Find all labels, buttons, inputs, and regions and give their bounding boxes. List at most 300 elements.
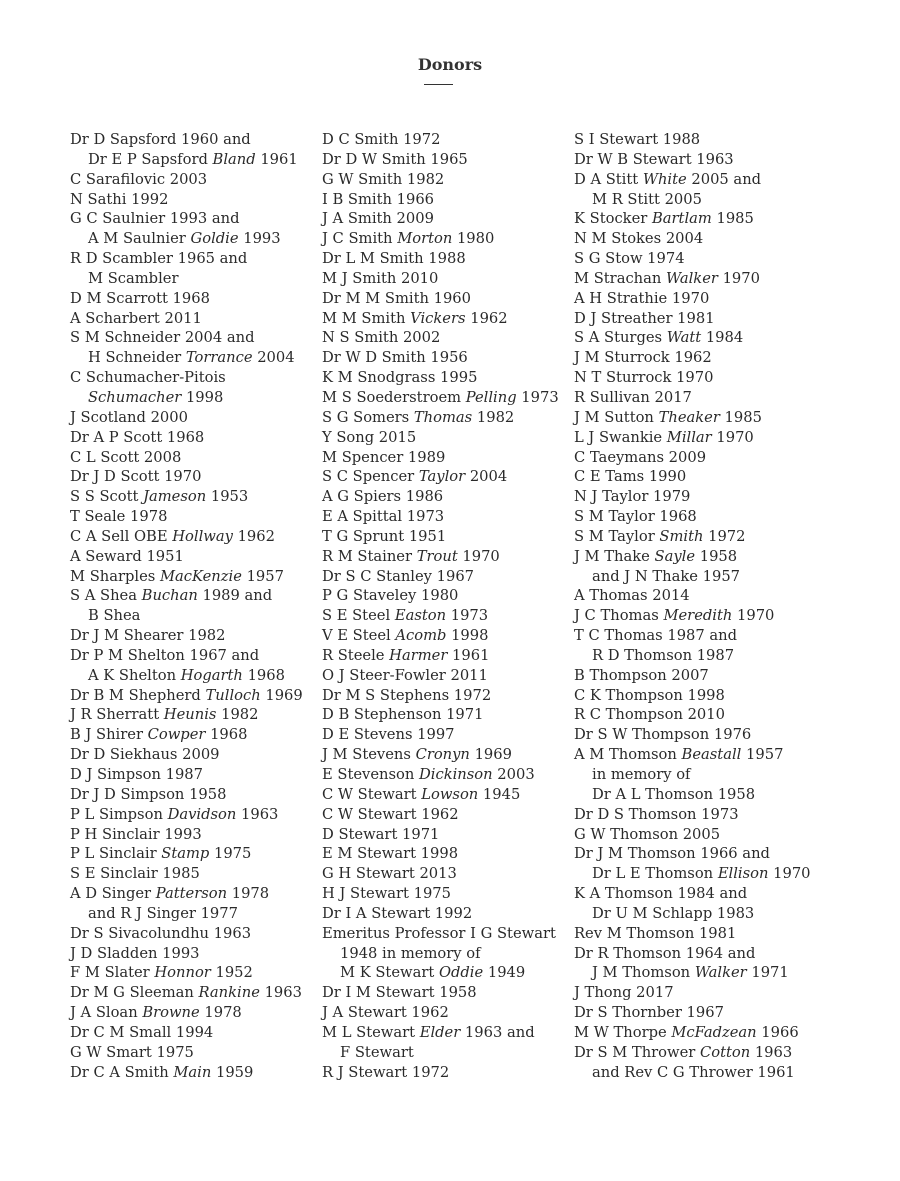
donor-text: S G Somers <box>322 408 414 426</box>
donor-entry <box>322 904 572 924</box>
donor-text: J A Stewart 1962 <box>322 1004 449 1022</box>
maiden-name: Schumacher <box>88 388 182 406</box>
donor-entry <box>70 686 320 706</box>
donor-column-3 <box>574 130 844 1083</box>
donor-text: 1969 <box>469 746 512 764</box>
donor-entry <box>70 328 320 368</box>
donor-entry <box>322 745 572 765</box>
donor-text: R M Stainer <box>322 547 417 565</box>
maiden-name: Meredith <box>663 607 733 625</box>
donor-text: N J Taylor 1979 <box>574 488 691 506</box>
donor-entry <box>70 209 320 249</box>
donor-text: A K Shelton <box>88 666 181 684</box>
donor-text: S M Taylor 1968 <box>574 508 697 526</box>
donor-entry <box>70 249 320 289</box>
donor-text: H Schneider <box>88 349 186 367</box>
donor-entry <box>322 209 572 229</box>
donor-text: E M Stewart 1998 <box>322 845 459 863</box>
donor-text: C W Stewart <box>322 785 422 803</box>
donor-text: Dr S C Stanley 1967 <box>322 567 475 585</box>
donor-entry <box>70 1043 320 1063</box>
donor-entry <box>322 348 572 368</box>
donor-entry <box>322 527 572 547</box>
donor-text: J M Thomson <box>592 964 695 982</box>
donor-text: 1957 <box>741 746 784 764</box>
donor-text: 1961 <box>255 150 298 168</box>
donor-text: 1945 <box>478 785 521 803</box>
donor-text: J Scotland 2000 <box>70 408 188 426</box>
donor-text: D C Smith 1972 <box>322 131 441 148</box>
donor-entry <box>322 487 572 507</box>
donor-text: Dr D Sapsford 1960 and <box>70 131 251 148</box>
donor-text: N Sathi 1992 <box>70 190 169 208</box>
donor-entry <box>574 626 844 666</box>
donor-entry <box>574 983 844 1003</box>
maiden-name: Millar <box>666 428 712 446</box>
donor-text: Dr L E Thomson <box>592 865 718 883</box>
donor-text: 1963 and <box>460 1023 535 1041</box>
donor-text: R D Scambler 1965 and <box>70 250 248 268</box>
donor-text: F Stewart <box>340 1043 414 1061</box>
donor-text: J M Sturrock 1962 <box>574 349 712 367</box>
donor-entry <box>322 686 572 706</box>
donor-text: A G Spiers 1986 <box>322 488 444 506</box>
donor-text: 1963 <box>750 1043 793 1061</box>
donor-entry <box>70 745 320 765</box>
donor-entry <box>322 467 572 487</box>
donor-entry <box>574 745 844 805</box>
donor-entry <box>70 428 320 448</box>
maiden-name: Patterson <box>155 885 228 903</box>
maiden-name: Buchan <box>141 587 198 605</box>
donor-entry <box>322 725 572 745</box>
donor-text: E Stevenson <box>322 766 420 783</box>
donor-entry <box>322 150 572 170</box>
donor-text: G H Stewart 2013 <box>322 865 457 883</box>
donor-text: A M Saulnier <box>88 230 191 248</box>
donor-entry <box>70 567 320 587</box>
donor-text: 1963 <box>259 984 302 1002</box>
donor-text: O J Steer-Fowler 2011 <box>322 666 488 684</box>
donor-text: G W Thomson 2005 <box>574 825 721 843</box>
donor-text: C L Scott 2008 <box>70 448 182 466</box>
donor-text: C Schumacher-Pitois <box>70 369 226 387</box>
donor-text: 1978 <box>227 885 270 903</box>
donor-text: Dr I M Stewart 1958 <box>322 984 477 1002</box>
donor-text: 1963 <box>236 805 279 823</box>
donor-entry <box>574 309 844 329</box>
donor-text: D B Stephenson 1971 <box>322 706 484 724</box>
donor-text: D J Simpson 1987 <box>70 766 203 783</box>
donor-text: E A Spittal 1973 <box>322 508 445 526</box>
donor-entry <box>574 209 844 229</box>
donor-text: D J Streather 1981 <box>574 309 715 327</box>
donor-entry <box>574 1003 844 1023</box>
donor-entry <box>322 190 572 210</box>
donor-text: 1998 <box>446 627 489 645</box>
donor-entry <box>70 289 320 309</box>
donor-text: A M Thomson <box>574 746 682 764</box>
donor-entry <box>70 705 320 725</box>
donor-text: 1959 <box>211 1063 254 1081</box>
donor-text: 1973 <box>516 388 559 406</box>
donor-text: G W Smart 1975 <box>70 1043 194 1061</box>
donor-text: 1985 <box>711 210 754 228</box>
donor-entry <box>70 1063 320 1083</box>
maiden-name: Walker <box>694 964 747 982</box>
donor-entry <box>322 884 572 904</box>
donor-entry <box>574 1043 844 1083</box>
donor-text: J M Stevens <box>322 746 416 764</box>
donor-text: M W Thorpe <box>574 1023 672 1041</box>
maiden-name: Honnor <box>154 964 211 982</box>
donor-text: S E Steel <box>322 607 395 625</box>
donor-text: I B Smith 1966 <box>322 190 435 208</box>
donor-text: S M Taylor <box>574 527 660 545</box>
donor-entry <box>322 428 572 448</box>
donor-text: Dr D W Smith 1965 <box>322 150 468 168</box>
donor-text: Dr U M Schlapp 1983 <box>592 904 755 922</box>
donor-text: R Steele <box>322 646 390 664</box>
donor-entry <box>574 448 844 468</box>
donor-text: 2004 <box>252 349 295 367</box>
donor-text: Dr C A Smith <box>70 1063 174 1081</box>
donor-text: J Thong 2017 <box>574 984 674 1002</box>
donor-entry <box>70 507 320 527</box>
donor-entry <box>574 388 844 408</box>
donor-entry <box>574 428 844 448</box>
donor-text: C E Tams 1990 <box>574 468 687 486</box>
donor-entry <box>322 626 572 646</box>
donor-text: Dr M G Sleeman <box>70 984 199 1002</box>
maiden-name: Browne <box>142 1004 200 1022</box>
donor-entry <box>322 1023 572 1063</box>
donor-text: C Sarafilovic 2003 <box>70 170 208 188</box>
donor-entry <box>70 725 320 745</box>
donor-entry <box>322 924 572 984</box>
donor-entry <box>70 309 320 329</box>
donor-text: N S Smith 2002 <box>322 329 441 347</box>
donor-text: 1949 <box>483 964 526 982</box>
donor-entry <box>574 368 844 388</box>
donor-entry <box>574 269 844 289</box>
maiden-name: Jameson <box>143 488 207 506</box>
donor-text: C K Thompson 1998 <box>574 686 725 704</box>
donor-text: Dr J M Shearer 1982 <box>70 627 226 645</box>
donor-text: Dr S Sivacolundhu 1963 <box>70 924 252 942</box>
donor-text: M Strachan <box>574 269 667 287</box>
donor-text: 1982 <box>216 706 259 724</box>
maiden-name: Watt <box>666 329 702 347</box>
donor-entry <box>322 1003 572 1023</box>
donor-text: Dr D S Thomson 1973 <box>574 805 739 823</box>
donor-entry <box>574 249 844 269</box>
donor-text: Dr P M Shelton 1967 and <box>70 646 260 664</box>
donor-text: G W Smith 1982 <box>322 170 445 188</box>
donor-text: Dr M S Stephens 1972 <box>322 686 492 704</box>
maiden-name: Davidson <box>167 805 237 823</box>
donor-text: 1971 <box>746 964 789 982</box>
donor-entry <box>322 1063 572 1083</box>
donor-text: 1975 <box>209 845 252 863</box>
donor-entry <box>70 586 320 626</box>
maiden-name: Harmer <box>389 646 448 664</box>
donor-entry <box>70 190 320 210</box>
donor-text: M Spencer 1989 <box>322 448 446 466</box>
donor-text: A H Strathie 1970 <box>574 289 710 307</box>
donor-text: C A Sell OBE <box>70 527 173 545</box>
donor-entry <box>70 467 320 487</box>
donor-entry <box>70 1023 320 1043</box>
donor-entry <box>574 686 844 706</box>
maiden-name: Bland <box>212 150 256 168</box>
donor-entry <box>574 924 844 944</box>
donor-text: B Thompson 2007 <box>574 666 709 684</box>
donor-text: 1953 <box>206 488 249 506</box>
donor-entry <box>574 467 844 487</box>
donor-text: 1973 <box>446 607 489 625</box>
donor-text: T C Thomas 1987 and <box>574 627 738 645</box>
donor-text: Dr B M Shepherd <box>70 686 206 704</box>
donor-text: P L Sinclair <box>70 845 162 863</box>
donor-entry <box>574 328 844 348</box>
donor-text: and Rev C G Thrower 1961 <box>592 1063 795 1081</box>
donor-entry <box>70 825 320 845</box>
donor-entry <box>322 309 572 329</box>
donor-entry <box>70 864 320 884</box>
maiden-name: Pelling <box>465 388 517 406</box>
donor-text: M M Smith <box>322 309 411 327</box>
donor-entry <box>322 705 572 725</box>
donor-text: 1968 <box>242 666 285 684</box>
donor-entry <box>322 606 572 626</box>
donor-text: F M Slater <box>70 964 155 982</box>
donor-entry <box>574 130 844 150</box>
donor-entry <box>70 487 320 507</box>
donor-text: J D Sladden 1993 <box>70 944 200 962</box>
donor-entry <box>574 348 844 368</box>
donor-text: 1970 <box>711 428 754 446</box>
donor-text: Dr A L Thomson 1958 <box>592 785 756 803</box>
donor-text: A Thomas 2014 <box>574 587 690 605</box>
maiden-name: Taylor <box>418 468 466 486</box>
donor-text: A Scharbert 2011 <box>70 309 202 327</box>
maiden-name: Bartlam <box>651 210 712 228</box>
donor-text: Dr I A Stewart 1992 <box>322 904 473 922</box>
donor-text: J A Smith 2009 <box>322 210 434 228</box>
maiden-name: Ellison <box>717 865 769 883</box>
donor-entry <box>322 368 572 388</box>
donor-text: 2003 <box>492 766 535 783</box>
donor-text: Dr W B Stewart 1963 <box>574 150 734 168</box>
donor-text: M K Stewart <box>340 964 439 982</box>
donor-text: J A Sloan <box>70 1004 143 1022</box>
donor-text: Rev M Thomson 1981 <box>574 924 737 942</box>
donor-text: 1961 <box>447 646 490 664</box>
donor-text: Dr M M Smith 1960 <box>322 289 471 307</box>
donor-text: R C Thompson 2010 <box>574 706 725 724</box>
donor-text: K Stocker <box>574 210 652 228</box>
title-underline <box>424 84 453 85</box>
donor-text: M R Stitt 2005 <box>592 190 702 208</box>
donor-entry <box>70 924 320 944</box>
donor-entry <box>322 785 572 805</box>
donor-entry <box>322 646 572 666</box>
donor-text: S E Sinclair 1985 <box>70 865 200 883</box>
donor-entry <box>574 289 844 309</box>
maiden-name: Tulloch <box>205 686 261 704</box>
donor-entry <box>322 983 572 1003</box>
donor-text: M J Smith 2010 <box>322 269 439 287</box>
donor-text: A Seward 1951 <box>70 547 184 565</box>
donor-entry <box>574 944 844 984</box>
donor-entry <box>574 487 844 507</box>
donor-text: Dr C M Small 1994 <box>70 1023 214 1041</box>
donor-text: 1970 <box>457 547 500 565</box>
donor-text: B J Shirer <box>70 726 148 744</box>
donor-entry <box>70 944 320 964</box>
donor-entry <box>322 249 572 269</box>
donor-entry <box>322 586 572 606</box>
page-title: Donors <box>417 55 483 74</box>
donor-entry <box>70 785 320 805</box>
donor-entry <box>322 448 572 468</box>
donor-text: 1957 <box>241 567 284 585</box>
donor-entry <box>70 765 320 785</box>
donor-text: 1969 <box>260 686 303 704</box>
donor-text: D E Stevens 1997 <box>322 726 455 744</box>
donor-text: R Sullivan 2017 <box>574 388 692 406</box>
donor-text: M Scambler <box>88 269 179 287</box>
donor-entry <box>70 1003 320 1023</box>
donor-entry <box>574 229 844 249</box>
maiden-name: Lowson <box>421 785 479 803</box>
donor-text: S A Sturges <box>574 329 667 347</box>
donor-text: Dr W D Smith 1956 <box>322 349 468 367</box>
donor-entry <box>574 507 844 527</box>
donor-entry <box>574 170 844 210</box>
donor-text: C W Stewart 1962 <box>322 805 459 823</box>
donor-text: S A Shea <box>70 587 142 605</box>
maiden-name: Torrance <box>185 349 253 367</box>
donor-text: Dr S M Thrower <box>574 1043 700 1061</box>
donor-text: A D Singer <box>70 885 156 903</box>
maiden-name: Thomas <box>413 408 473 426</box>
maiden-name: Theaker <box>658 408 720 426</box>
donor-text: 1980 <box>452 230 495 248</box>
donor-entry <box>574 725 844 745</box>
donor-entry <box>70 408 320 428</box>
maiden-name: Sayle <box>654 547 696 565</box>
maiden-name: Beastall <box>681 746 742 764</box>
maiden-name: Walker <box>666 269 718 287</box>
donor-text: N M Stokes 2004 <box>574 230 704 248</box>
donor-text: B Shea <box>88 607 141 625</box>
donor-text: L J Swankie <box>574 428 667 446</box>
maiden-name: Vickers <box>410 309 466 327</box>
donor-entry <box>70 963 320 983</box>
donor-entry <box>322 864 572 884</box>
donor-text: J C Smith <box>322 230 398 248</box>
donor-text: 1982 <box>472 408 515 426</box>
donor-entry <box>322 388 572 408</box>
maiden-name: MacKenzie <box>160 567 242 585</box>
donor-text: 1984 <box>701 329 744 347</box>
maiden-name: Goldie <box>190 230 239 248</box>
maiden-name: Stamp <box>161 845 210 863</box>
donor-text: N T Sturrock 1970 <box>574 369 714 387</box>
donor-text: Dr R Thomson 1964 and <box>574 944 756 962</box>
donor-entry <box>322 170 572 190</box>
donor-entry <box>574 150 844 170</box>
donor-text: H J Stewart 1975 <box>322 885 451 903</box>
donor-text: and R J Singer 1977 <box>88 904 238 922</box>
maiden-name: Trout <box>416 547 458 565</box>
donor-entry <box>322 844 572 864</box>
donor-text: 1985 <box>719 408 762 426</box>
donor-entry <box>70 448 320 468</box>
donor-text: J R Sherratt <box>70 706 164 724</box>
donor-text: D M Scarrott 1968 <box>70 289 210 307</box>
donor-entry <box>574 1023 844 1043</box>
donor-entry <box>70 130 320 170</box>
donor-text: 1952 <box>210 964 253 982</box>
maiden-name: Cotton <box>699 1043 751 1061</box>
donor-text: 1970 <box>732 607 775 625</box>
donor-text: J M Thake <box>574 547 655 565</box>
donor-text: S C Spencer <box>322 468 419 486</box>
donor-text: 1972 <box>703 527 746 545</box>
donor-entry <box>574 547 844 587</box>
donor-text: Y Song 2015 <box>322 428 417 446</box>
maiden-name: Cowper <box>147 726 206 744</box>
donor-entry <box>574 408 844 428</box>
donor-text: S S Scott <box>70 488 144 506</box>
donor-entry <box>70 170 320 190</box>
donor-entry <box>322 408 572 428</box>
donor-entry <box>322 289 572 309</box>
donor-entry <box>322 765 572 785</box>
maiden-name: Hogarth <box>180 666 243 684</box>
donor-text: Dr S Thornber 1967 <box>574 1004 724 1022</box>
donor-text: D A Stitt <box>574 170 643 188</box>
donor-text: 1962 <box>465 309 508 327</box>
maiden-name: Rankine <box>198 984 260 1002</box>
donor-entry <box>322 567 572 587</box>
donor-text: S G Stow 1974 <box>574 250 685 268</box>
donor-text: Dr J M Thomson 1966 and <box>574 845 770 863</box>
donor-entry <box>70 983 320 1003</box>
donor-entry <box>322 825 572 845</box>
donor-entry <box>574 884 844 924</box>
donor-entry <box>322 666 572 686</box>
donor-entry <box>70 626 320 646</box>
donor-text: M S Soederstroem <box>322 388 466 406</box>
donor-text: P L Simpson <box>70 805 168 823</box>
donor-entry <box>322 547 572 567</box>
donor-entry <box>70 844 320 864</box>
donor-text: 1970 <box>717 269 760 287</box>
donor-text: Dr J D Scott 1970 <box>70 468 202 486</box>
maiden-name: Morton <box>397 230 453 248</box>
donor-entry <box>574 606 844 626</box>
donor-text: V E Steel <box>322 627 396 645</box>
donor-entry <box>322 130 572 150</box>
donor-text: Emeritus Professor I G Stewart <box>322 924 556 942</box>
donor-entry <box>574 666 844 686</box>
donor-text: K M Snodgrass 1995 <box>322 369 478 387</box>
donor-text: 1966 <box>756 1023 799 1041</box>
